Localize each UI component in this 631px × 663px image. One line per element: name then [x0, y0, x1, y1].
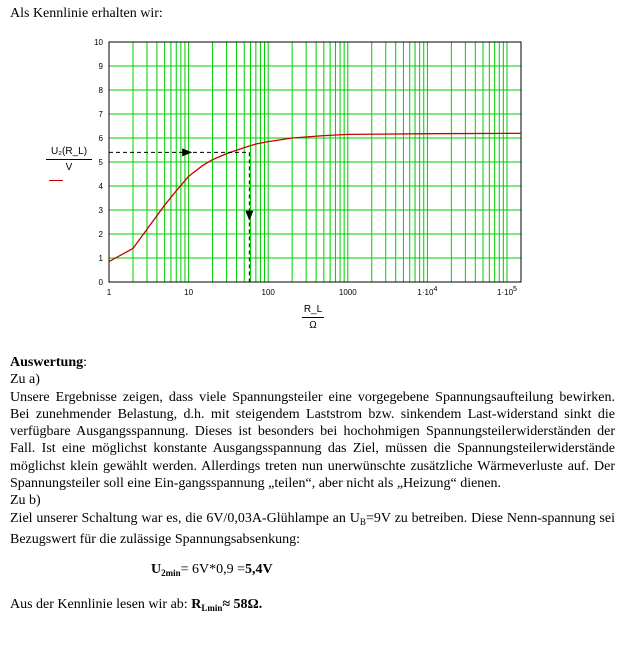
- formula-result: 5,4V: [245, 562, 273, 578]
- intro-text: Als Kennlinie erhalten wir:: [10, 6, 163, 21]
- x-tick-label: 1·105: [497, 286, 517, 297]
- x-tick-label: 1: [106, 288, 112, 297]
- annotation-arrowhead-right: [182, 148, 192, 156]
- evaluation-heading-line: [10, 354, 615, 371]
- y-tick-label: 9: [98, 62, 103, 71]
- y-tick-label: 5: [98, 158, 103, 167]
- x-tick-label: 100: [261, 288, 275, 297]
- part-b-text-2: =9V zu betreiben. Diese Nenn-spannung sei Bezugswert für die zulässige Spannungsabsenkung:: [10, 510, 615, 547]
- x-tick-label: 1·104: [417, 286, 438, 297]
- y-tick-label: 1: [98, 254, 103, 263]
- x-tick-label: 10: [184, 288, 194, 297]
- y-axis-label-numerator: U₂(R_L): [46, 146, 92, 160]
- annotation-arrowhead-down: [245, 211, 253, 221]
- x-axis-label: [302, 304, 324, 331]
- y-tick-label: 6: [98, 134, 103, 143]
- evaluation-heading: Auswertung: [10, 355, 84, 370]
- part-b-subscript: B: [359, 516, 366, 527]
- x-axis-label-denominator: Ω: [309, 320, 317, 331]
- formula-lhs: U: [151, 562, 162, 578]
- final-subscript: Lmin: [201, 602, 223, 613]
- part-a-label: Zu a): [10, 372, 40, 388]
- final-r-symbol: R: [191, 596, 202, 612]
- part-a-paragraph: Unsere Ergebnisse zeigen, dass viele Spannungsteiler eine vorgegebene Spannungsaufteilung bewirken. Bei zunehmender Belastung, d.h. mit steigendem Laststrom bzw. sinkendem Last-widerstand sinkt die verfügbare Ausgangsspannung. Dieses ist besonders bei hochohmigen Spannungsteilerwiderständen der Fall. Ist eine möglichst konstante Ausgangsspannung das Ziel, müssen die Spannungsteilerwiderstände möglichst klein gewählt werden. Allerdings treten nun unerwünschte zusätzliche Wärmeverluste auf. Der Spannungsteiler soll eine Ein-gangsspannung „teilen“, aber nicht als „Heizung“ dienen.: [10, 389, 615, 492]
- part-b-text-1: Ziel unserer Schaltung war es, die 6V/0,03A-Glühlampe an U: [10, 510, 360, 526]
- y-tick-label: 10: [94, 38, 103, 47]
- characteristic-curve-chart: [0, 0, 631, 300]
- final-result: ≈ 58Ω.: [222, 596, 263, 612]
- y-axis-label: [46, 146, 92, 173]
- legend-swatch: [49, 180, 63, 181]
- formula-middle: = 6V*0,9 =: [180, 562, 246, 578]
- evaluation-section: [10, 354, 615, 617]
- y-tick-label: 8: [98, 86, 103, 95]
- y-tick-label: 4: [98, 182, 103, 191]
- formula-line: [10, 561, 615, 582]
- y-tick-label: 0: [98, 278, 103, 287]
- part-b-paragraph: [10, 510, 615, 549]
- x-tick-label: 1000: [338, 288, 357, 297]
- y-tick-label: 3: [98, 206, 103, 215]
- y-axis-label-denominator: V: [65, 162, 73, 173]
- final-text: Aus der Kennlinie lesen wir ab:: [10, 596, 192, 612]
- part-b-label: Zu b): [10, 493, 41, 509]
- formula-lhs-subscript: 2min: [161, 568, 181, 579]
- heading-colon: :: [83, 355, 88, 370]
- y-tick-label: 7: [98, 110, 103, 119]
- y-tick-label: 2: [98, 230, 103, 239]
- x-axis-label-numerator: R_L: [302, 304, 324, 318]
- final-line: [10, 596, 615, 617]
